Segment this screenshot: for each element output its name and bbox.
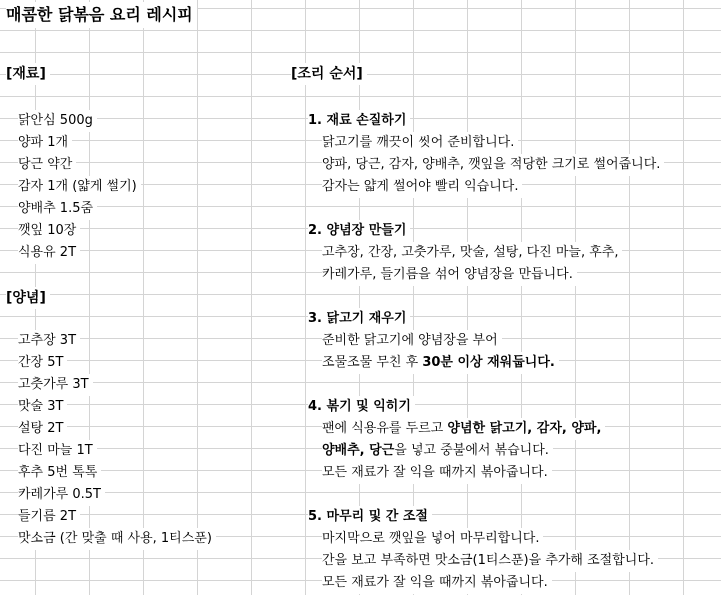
ingredient-item[interactable]: 감자 1개 (얇게 썰기) <box>18 176 141 198</box>
step-1-title[interactable]: 1. 재료 손질하기 <box>308 110 410 132</box>
steps-header: [조리 순서] <box>291 63 367 85</box>
step-5-line[interactable]: 간을 보고 부족하면 맛소금(1티스푼)을 추가해 조절합니다. <box>322 550 658 572</box>
step-5-line[interactable]: 마지막으로 깻잎을 넣어 마무리합니다. <box>322 528 543 550</box>
sauce-item[interactable]: 들기름 2T <box>18 506 80 528</box>
sauce-item[interactable]: 설탕 2T <box>18 418 67 440</box>
ingredient-item[interactable]: 양파 1개 <box>18 132 72 154</box>
step-3-line[interactable] <box>322 352 559 374</box>
step-3-emphasis: 30분 이상 재워둡니다. <box>422 355 555 370</box>
step-4-emphasis: 양념한 닭고기, 감자, 양파, <box>447 421 602 436</box>
step-1-line[interactable]: 닭고기를 깨끗이 씻어 준비합니다. <box>322 132 518 154</box>
step-4-line[interactable] <box>322 440 553 462</box>
sauce-item[interactable]: 맛소금 (간 맞출 때 사용, 1티스푼) <box>18 528 216 550</box>
step-4-emphasis: 양배추, 당근 <box>322 443 395 458</box>
step-4-text: 을 넣고 중불에서 볶습니다. <box>394 443 549 458</box>
step-2-title[interactable]: 2. 양념장 만들기 <box>308 220 410 242</box>
step-4-text: 팬에 식용유를 두르고 <box>322 421 448 436</box>
step-3-text: 조물조물 무친 후 <box>322 355 423 370</box>
sauce-item[interactable]: 간장 5T <box>18 352 67 374</box>
sauce-item[interactable]: 다진 마늘 1T <box>18 440 97 462</box>
ingredient-item[interactable]: 닭안심 500g <box>18 110 97 132</box>
ingredient-item[interactable]: 양배추 1.5줌 <box>18 198 97 220</box>
sauce-item[interactable]: 카레가루 0.5T <box>18 484 105 506</box>
step-4-title[interactable]: 4. 볶기 및 익히기 <box>308 396 415 418</box>
step-4-line[interactable] <box>322 418 605 440</box>
sauce-item[interactable]: 맛술 3T <box>18 396 67 418</box>
step-5-line[interactable]: 모든 재료가 잘 익을 때까지 볶아줍니다. <box>322 572 552 594</box>
ingredient-item[interactable]: 식용유 2T <box>18 242 80 264</box>
ingredient-item[interactable]: 당근 약간 <box>18 154 76 176</box>
sauce-item[interactable]: 후추 5번 톡톡 <box>18 462 101 484</box>
ingredients-header: [재료] <box>6 63 50 85</box>
step-1-line[interactable]: 양파, 당근, 감자, 양배추, 깻잎을 적당한 크기로 썰어줍니다. <box>322 154 664 176</box>
step-3-title[interactable]: 3. 닭고기 재우기 <box>308 308 410 330</box>
step-2-line[interactable]: 고추장, 간장, 고춧가루, 맛술, 설탕, 다진 마늘, 후추, <box>322 242 622 264</box>
step-1-line[interactable]: 감자는 얇게 썰어야 빨리 익습니다. <box>322 176 522 198</box>
ingredient-item[interactable]: 깻잎 10장 <box>18 220 80 242</box>
step-5-title[interactable]: 5. 마무리 및 간 조절 <box>308 506 432 528</box>
step-2-line[interactable]: 카레가루, 들기름을 섞어 양념장을 만듭니다. <box>322 264 577 286</box>
sauce-item[interactable]: 고춧가루 3T <box>18 374 93 396</box>
recipe-title: 매콤한 닭볶음 요리 레시피 <box>6 2 197 28</box>
sauce-header: [양념] <box>6 287 50 309</box>
step-3-line[interactable]: 준비한 닭고기에 양념장을 부어 <box>322 330 502 352</box>
step-4-line[interactable]: 모든 재료가 잘 익을 때까지 볶아줍니다. <box>322 462 552 484</box>
sauce-item[interactable]: 고추장 3T <box>18 330 80 352</box>
